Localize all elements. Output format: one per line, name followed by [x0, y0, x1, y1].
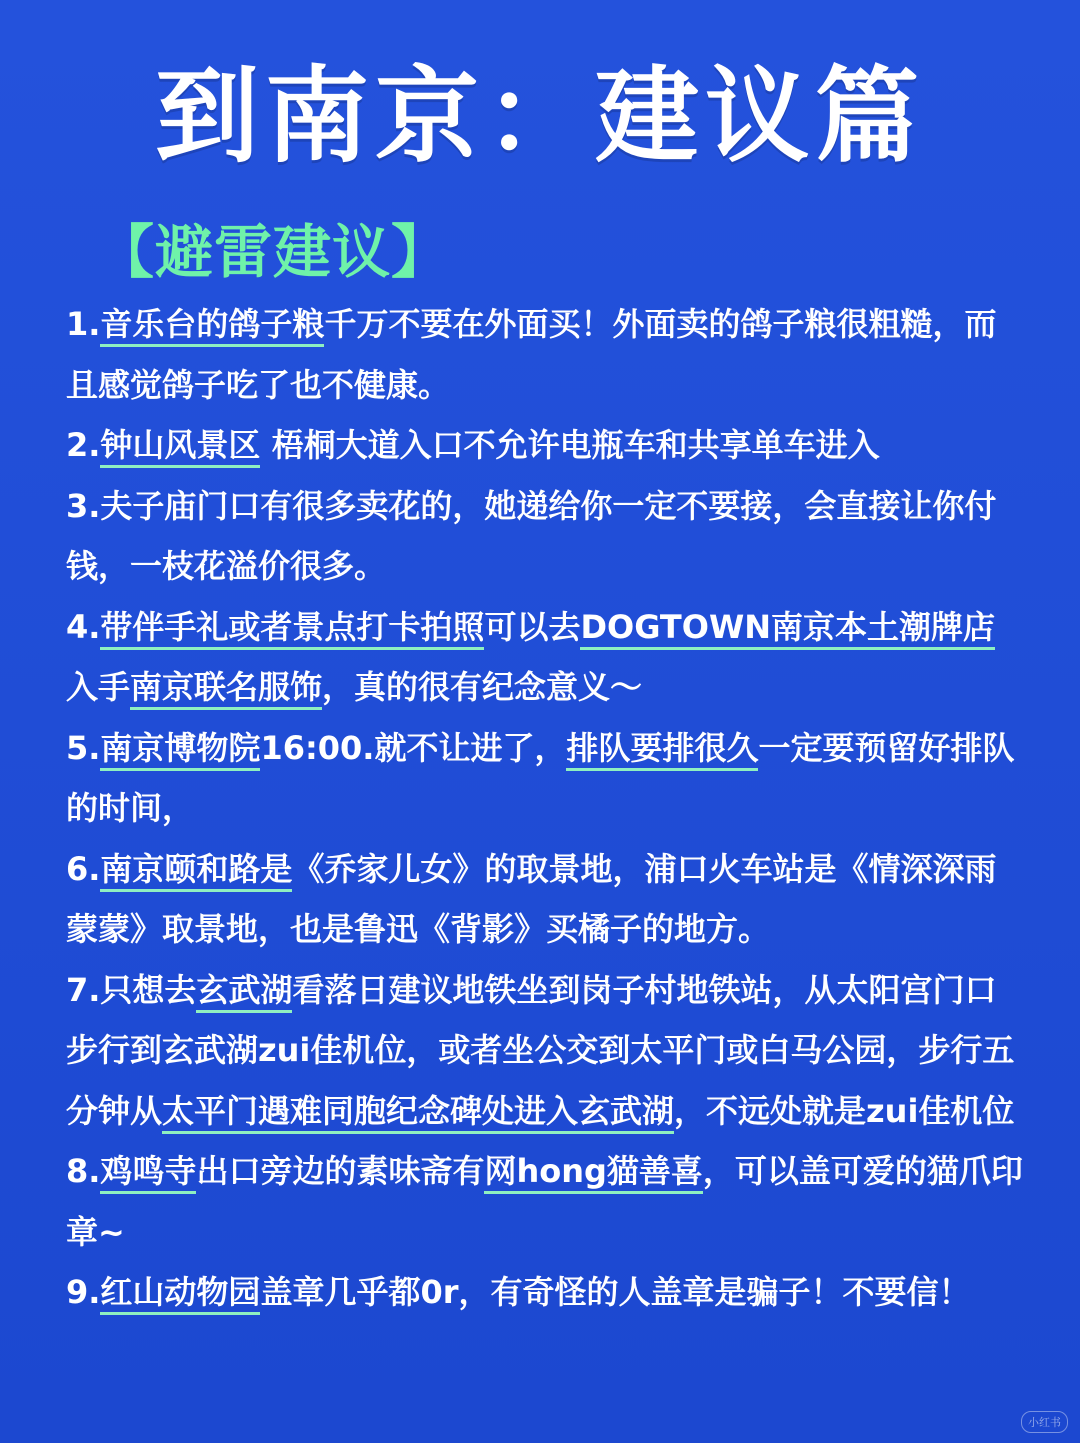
tip-item — [66, 415, 1026, 476]
highlighted-text: 钟山风景区 — [100, 426, 260, 468]
tip-text: 7.只想去 — [66, 970, 197, 1009]
highlighted-text: 太平门遇难同胞纪念碑处进入玄武湖 — [162, 1092, 674, 1134]
highlighted-text: 南京联名服饰 — [130, 668, 322, 710]
highlighted-text: 南京颐和路是 — [100, 850, 292, 892]
highlighted-text: 红山动物园 — [100, 1273, 260, 1315]
tip-text: 9. — [66, 1273, 101, 1311]
tip-item — [66, 839, 1026, 960]
highlighted-text: 鸡鸣寺 — [100, 1152, 196, 1194]
highlighted-text: DOGTOWN南京本土潮牌店 — [580, 608, 995, 650]
tip-text: ，可以盖可爱的猫爪印章~ — [66, 1152, 1023, 1251]
tip-text: 盖章几乎都0r，有奇怪的人盖章是骗子！不要信！ — [260, 1273, 971, 1311]
tip-text: 4. — [66, 607, 101, 646]
tip-item — [66, 1262, 1026, 1323]
page-title: 到南京：建议篇 — [154, 55, 925, 177]
tip-text: 出口旁边的素味斋有 — [196, 1152, 485, 1190]
tip-item — [66, 718, 1026, 839]
highlighted-text: 音乐台的鸽子粮 — [100, 305, 324, 347]
section-title: 【避雷建议】 — [96, 218, 451, 286]
tip-text: 3.夫子庙门口有很多卖花的，她递给你一定不要接，会直接让你付钱，一枝花溢价很多。 — [66, 486, 997, 585]
highlighted-text: 排队要排很久 — [566, 729, 758, 771]
tip-item — [66, 476, 1026, 597]
tip-text: 5. — [66, 728, 101, 767]
tip-text: 《乔家儿女》的取景地，浦口火车站是《情深深雨蒙蒙》取景地，也是鲁迅《背影》买橘子的地方。 — [66, 849, 997, 948]
tip-text: 一定要预留好排队的时间， — [66, 728, 1015, 827]
tip-text: 千万不要在外面买！外面卖的鸽子粮很粗糙，而且感觉鸽子吃了也不健康。 — [66, 305, 997, 404]
watermark-logo: 小红书 — [1021, 1411, 1068, 1433]
tip-item — [66, 1141, 1026, 1262]
tip-text: 1. — [66, 305, 101, 343]
tip-item — [66, 294, 1026, 415]
tip-text: ，真的很有纪念意义～ — [322, 668, 643, 706]
tip-item — [66, 960, 1026, 1142]
tip-text: 6. — [66, 849, 101, 888]
highlighted-text: 带伴手礼或者景点打卡拍照 — [100, 608, 484, 650]
tip-item — [66, 597, 1026, 718]
highlighted-text: 网hong猫善喜 — [484, 1152, 702, 1194]
tip-text: 可以去 — [484, 607, 581, 646]
tip-text: 看落日建议地铁坐到岗子村地铁站，从太阳宫门口步行到玄武湖zui佳机位，或者坐公交到太平门或白马公园，步行五分钟从 — [66, 970, 1015, 1130]
tip-text: 入手 — [66, 668, 131, 706]
tip-text: 2. — [66, 426, 101, 464]
highlighted-text: 南京博物院 — [100, 729, 260, 771]
tip-text: ，不远处就是zui佳机位 — [674, 1091, 1015, 1130]
tip-text: 16:00.就不让进了， — [260, 728, 567, 767]
highlighted-text: 玄武湖 — [196, 971, 292, 1013]
tip-text: 梧桐大道入口不允许电瓶车和共享单车进入 — [260, 426, 880, 464]
tips-list — [66, 294, 1026, 1323]
tip-text: 8. — [66, 1152, 101, 1190]
